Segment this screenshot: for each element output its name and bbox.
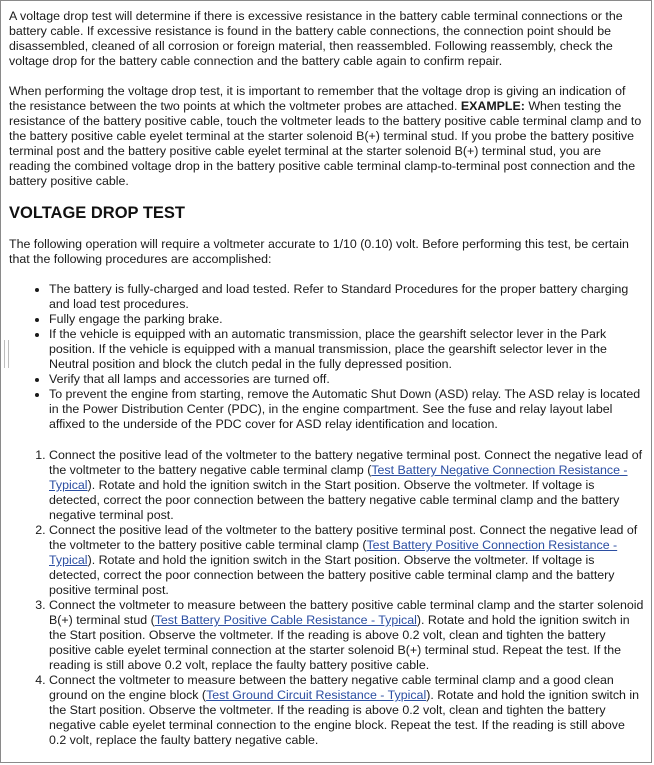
intro-paragraph-2-body: When testing the resistance of the battery positive cable, touch the voltmeter leads to the battery positive cable terminal clamp and to the battery positive cable eyelet terminal at the starter solenoid B(+) terminal stud. If you probe the battery positive terminal post and the battery positive cable eyelet terminal at the starter solenoid B(+) terminal stud, you are reading the combined voltage drop in the battery positive cable terminal clamp-to-terminal post connection and the battery positive cable. [9,99,642,188]
prerequisite-list [9,282,645,432]
figure-link-ground-circuit[interactable]: Test Ground Circuit Resistance - Typical [206,688,427,702]
step-text: Connect the voltmeter to measure between the battery positive cable terminal clamp and the starter solenoid B(+) terminal stud ( [49,598,644,627]
prerequisite-item: • Fully engage the parking brake. [49,312,645,327]
procedure-step [49,673,645,748]
step-text: Connect the positive lead of the voltmeter to the battery positive terminal post. Connect the negative lead of the voltmeter to the battery positive cable terminal clamp ( [49,523,638,552]
procedure-steps [9,448,645,748]
section-lead-paragraph: The following operation will require a voltmeter accurate to 1/10 (0.10) volt. Before performing this test, be certain that the following procedures are accomplished: [9,237,629,266]
prerequisite-item: • Verify that all lamps and accessories are turned off. [49,372,645,387]
step-text: Connect the positive lead of the voltmeter to the battery negative terminal post. Connect the negative lead of the voltmeter to the battery negative cable terminal clamp ( [49,448,643,477]
step-text: ). Rotate and hold the ignition switch in the Start position. Observe the voltmeter. If voltage is detected, correct the poor connection between the battery positive cable terminal clamp and the battery positive terminal post. [49,553,615,597]
procedure-step [49,598,645,673]
procedure-step [49,523,645,598]
intro-paragraph-2-lead: When performing the voltage drop test, it is important to remember that the voltage drop is giving an indication of the resistance between the two points at which the voltmeter probes are attached. [9,84,626,113]
prerequisite-item: • To prevent the engine from starting, remove the Automatic Shut Down (ASD) relay. The ASD relay is located in the Power Distribution Center (PDC), in the engine compartment. See the fuse and relay layout label affixed to the underside of the PDC cover for ASD relay identification and location. [49,387,645,432]
figure-link-negative-connection[interactable]: Test Battery Negative Connection Resistance - Typical [49,463,628,492]
step-text: ). Rotate and hold the ignition switch in the Start position. Observe the voltmeter. If voltage is detected, correct the poor connection between the battery negative cable terminal clamp and the battery negative terminal post. [49,478,620,522]
procedure-step [49,448,645,523]
intro-paragraph-2 [9,84,645,189]
prerequisite-item: • If the vehicle is equipped with an automatic transmission, place the gearshift selector lever in the Park position. If the vehicle is equipped with a manual transmission, place the gearshift selector lever in the Neutral position and block the clutch pedal in the fully depressed position. [49,327,645,372]
example-label: EXAMPLE: [460,99,525,113]
prerequisite-item: • The battery is fully-charged and load tested. Refer to Standard Procedures for the proper battery charging and load test procedures. [49,282,645,312]
step-text: ). Rotate and hold the ignition switch in the Start position. Observe the voltmeter. If the reading is above 0.2 volt, clean and tighten the battery positive cable eyelet terminal connection at the starter solenoid B(+) terminal stud. Repeat the test. If the reading is still above 0.2 volt, replace the faulty battery positive cable. [49,613,630,672]
step-text: Connect the voltmeter to measure between the battery negative cable terminal clamp and a good clean ground on the engine block ( [49,673,614,702]
document-body [9,9,645,748]
figure-link-positive-connection[interactable]: Test Battery Positive Connection Resistance - Typical [49,538,618,567]
step-text: ). Rotate and hold the ignition switch in the Start position. Observe the voltmeter. If the reading is above 0.2 volt, clean and tighten the battery negative cable eyelet terminal connection to the engine block. Repeat the test. If the reading is still above 0.2 volt, replace the faulty battery negative cable. [49,688,640,747]
intro-paragraph-1: A voltage drop test will determine if there is excessive resistance in the battery cable terminal connections or the battery cable. If excessive resistance is found in the battery cable connections, the connection point should be disassembled, cleaned of all corrosion or foreign material, then reassembled. Following reassembly, check the voltage drop for the battery cable connection and the battery cable again to confirm repair. [9,9,623,68]
section-heading: VOLTAGE DROP TEST [9,204,186,222]
figure-link-positive-cable[interactable]: Test Battery Positive Cable Resistance - Typical [154,613,417,627]
